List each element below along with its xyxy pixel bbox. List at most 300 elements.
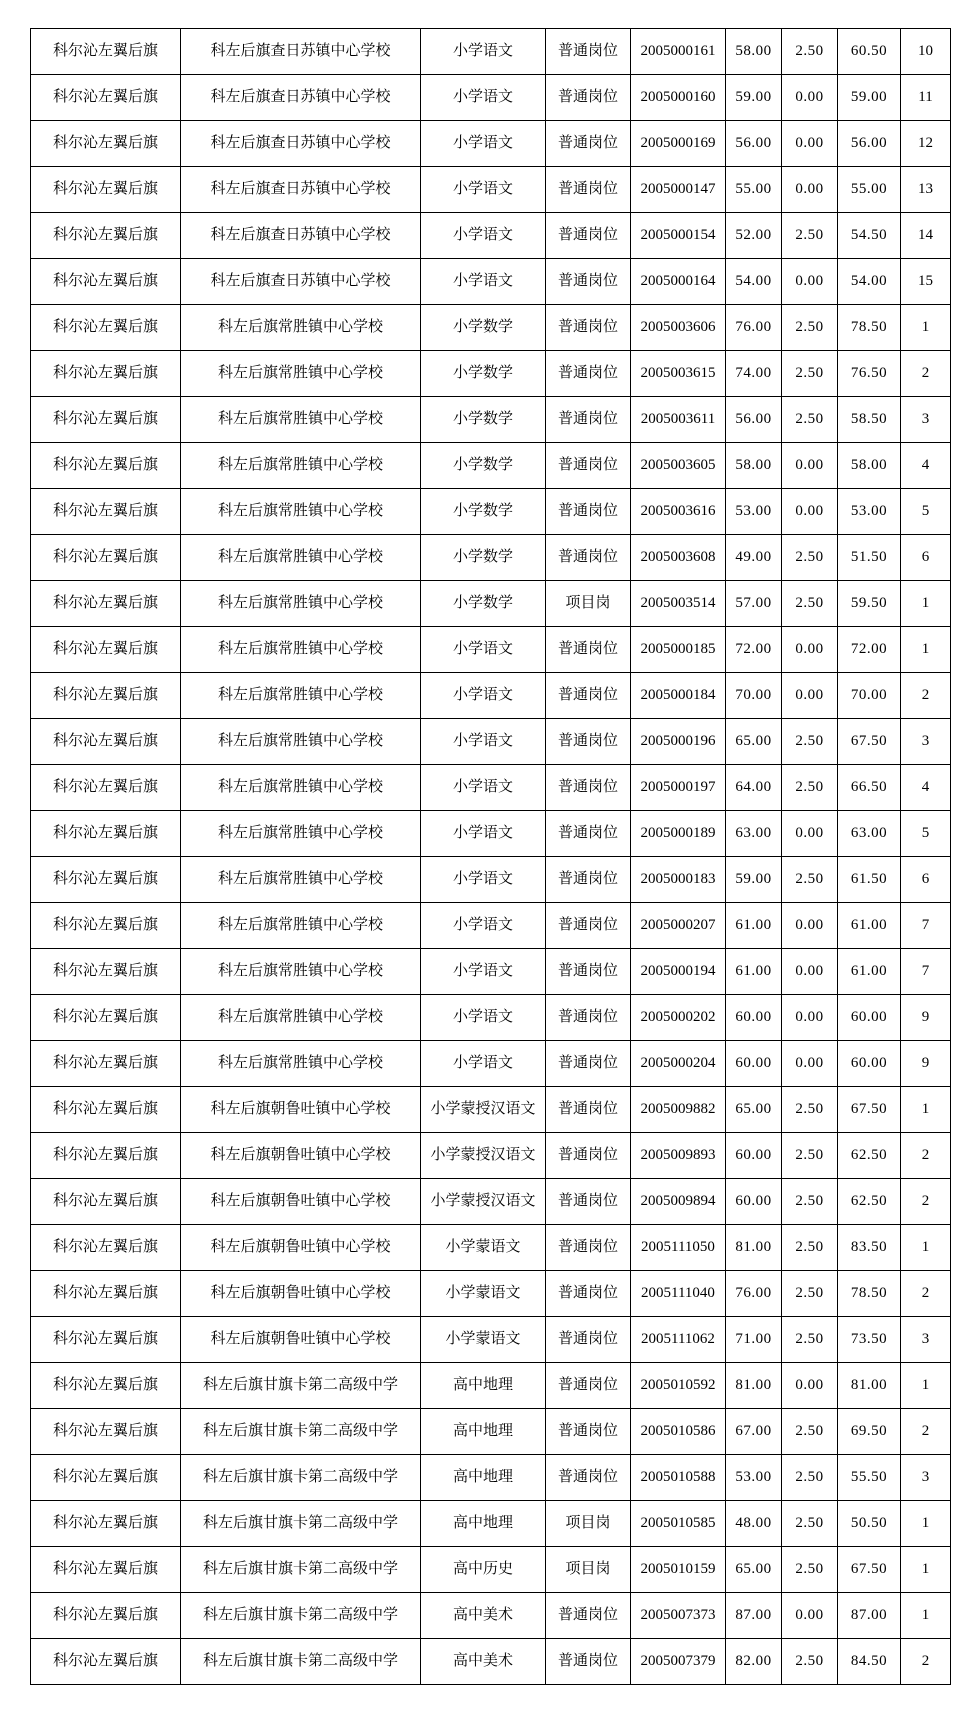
cell-written-score: 65.00 (726, 1547, 782, 1593)
cell-school: 科左后旗查日苏镇中心学校 (181, 167, 421, 213)
cell-subject: 小学蒙语文 (421, 1225, 546, 1271)
cell-bonus: 0.00 (782, 1041, 838, 1087)
cell-code: 2005003615 (631, 351, 726, 397)
table-row (31, 765, 951, 811)
cell-written-score: 53.00 (726, 489, 782, 535)
cell-subject: 高中地理 (421, 1409, 546, 1455)
cell-rank: 1 (901, 1363, 951, 1409)
cell-bonus: 0.00 (782, 995, 838, 1041)
cell-total-score: 62.50 (838, 1133, 901, 1179)
cell-total-score: 58.00 (838, 443, 901, 489)
cell-bonus: 2.50 (782, 1133, 838, 1179)
cell-bonus: 2.50 (782, 1087, 838, 1133)
cell-code: 2005010588 (631, 1455, 726, 1501)
cell-subject: 小学语文 (421, 29, 546, 75)
table-row (31, 1179, 951, 1225)
cell-rank: 2 (901, 1639, 951, 1685)
cell-written-score: 55.00 (726, 167, 782, 213)
table-row (31, 397, 951, 443)
cell-written-score: 71.00 (726, 1317, 782, 1363)
cell-bonus: 2.50 (782, 1639, 838, 1685)
cell-bonus: 0.00 (782, 443, 838, 489)
table-row (31, 443, 951, 489)
cell-post-type: 普通岗位 (546, 627, 631, 673)
table-row (31, 1501, 951, 1547)
cell-total-score: 78.50 (838, 1271, 901, 1317)
cell-written-score: 49.00 (726, 535, 782, 581)
cell-rank: 3 (901, 1317, 951, 1363)
cell-written-score: 70.00 (726, 673, 782, 719)
cell-written-score: 65.00 (726, 1087, 782, 1133)
cell-code: 2005000164 (631, 259, 726, 305)
cell-bonus: 0.00 (782, 259, 838, 305)
cell-written-score: 60.00 (726, 995, 782, 1041)
cell-total-score: 67.50 (838, 1547, 901, 1593)
cell-school: 科左后旗朝鲁吐镇中心学校 (181, 1271, 421, 1317)
cell-total-score: 61.50 (838, 857, 901, 903)
cell-region: 科尔沁左翼后旗 (31, 949, 181, 995)
cell-subject: 小学语文 (421, 167, 546, 213)
cell-post-type: 普通岗位 (546, 673, 631, 719)
cell-post-type: 普通岗位 (546, 903, 631, 949)
cell-bonus: 2.50 (782, 213, 838, 259)
cell-written-score: 61.00 (726, 949, 782, 995)
cell-subject: 小学蒙授汉语文 (421, 1133, 546, 1179)
cell-post-type: 普通岗位 (546, 535, 631, 581)
cell-code: 2005111040 (631, 1271, 726, 1317)
cell-rank: 5 (901, 811, 951, 857)
cell-post-type: 普通岗位 (546, 489, 631, 535)
cell-subject: 小学语文 (421, 903, 546, 949)
cell-subject: 小学语文 (421, 857, 546, 903)
cell-rank: 2 (901, 1409, 951, 1455)
cell-total-score: 53.00 (838, 489, 901, 535)
cell-post-type: 普通岗位 (546, 1271, 631, 1317)
cell-written-score: 81.00 (726, 1225, 782, 1271)
cell-total-score: 83.50 (838, 1225, 901, 1271)
cell-post-type: 普通岗位 (546, 857, 631, 903)
cell-subject: 小学蒙语文 (421, 1271, 546, 1317)
cell-region: 科尔沁左翼后旗 (31, 1409, 181, 1455)
table-row (31, 29, 951, 75)
cell-subject: 小学数学 (421, 397, 546, 443)
cell-written-score: 52.00 (726, 213, 782, 259)
cell-subject: 高中地理 (421, 1455, 546, 1501)
cell-region: 科尔沁左翼后旗 (31, 673, 181, 719)
cell-region: 科尔沁左翼后旗 (31, 1639, 181, 1685)
cell-post-type: 普通岗位 (546, 351, 631, 397)
cell-rank: 13 (901, 167, 951, 213)
cell-region: 科尔沁左翼后旗 (31, 1317, 181, 1363)
cell-school: 科左后旗查日苏镇中心学校 (181, 259, 421, 305)
cell-post-type: 普通岗位 (546, 75, 631, 121)
cell-code: 2005010586 (631, 1409, 726, 1455)
table-row (31, 1133, 951, 1179)
cell-rank: 10 (901, 29, 951, 75)
cell-code: 2005009893 (631, 1133, 726, 1179)
cell-post-type: 普通岗位 (546, 811, 631, 857)
cell-total-score: 76.50 (838, 351, 901, 397)
cell-bonus: 0.00 (782, 903, 838, 949)
cell-post-type: 项目岗 (546, 1547, 631, 1593)
cell-region: 科尔沁左翼后旗 (31, 1133, 181, 1179)
cell-school: 科左后旗常胜镇中心学校 (181, 351, 421, 397)
table-row (31, 75, 951, 121)
cell-written-score: 57.00 (726, 581, 782, 627)
cell-post-type: 普通岗位 (546, 1455, 631, 1501)
table-row (31, 1593, 951, 1639)
cell-post-type: 普通岗位 (546, 443, 631, 489)
cell-subject: 高中美术 (421, 1639, 546, 1685)
cell-region: 科尔沁左翼后旗 (31, 259, 181, 305)
cell-subject: 小学语文 (421, 673, 546, 719)
cell-code: 2005007373 (631, 1593, 726, 1639)
cell-bonus: 0.00 (782, 1363, 838, 1409)
cell-region: 科尔沁左翼后旗 (31, 627, 181, 673)
cell-written-score: 60.00 (726, 1041, 782, 1087)
cell-region: 科尔沁左翼后旗 (31, 305, 181, 351)
cell-rank: 11 (901, 75, 951, 121)
cell-code: 2005007379 (631, 1639, 726, 1685)
cell-bonus: 2.50 (782, 535, 838, 581)
cell-rank: 4 (901, 443, 951, 489)
cell-written-score: 72.00 (726, 627, 782, 673)
cell-post-type: 普通岗位 (546, 1363, 631, 1409)
cell-region: 科尔沁左翼后旗 (31, 1087, 181, 1133)
cell-total-score: 56.00 (838, 121, 901, 167)
cell-written-score: 82.00 (726, 1639, 782, 1685)
cell-school: 科左后旗常胜镇中心学校 (181, 627, 421, 673)
cell-code: 2005003606 (631, 305, 726, 351)
cell-rank: 3 (901, 397, 951, 443)
cell-written-score: 65.00 (726, 719, 782, 765)
cell-code: 2005003514 (631, 581, 726, 627)
cell-rank: 2 (901, 1133, 951, 1179)
cell-school: 科左后旗甘旗卡第二高级中学 (181, 1455, 421, 1501)
cell-bonus: 0.00 (782, 167, 838, 213)
cell-total-score: 60.50 (838, 29, 901, 75)
table-row (31, 949, 951, 995)
cell-bonus: 0.00 (782, 949, 838, 995)
cell-subject: 小学语文 (421, 75, 546, 121)
cell-post-type: 普通岗位 (546, 1179, 631, 1225)
cell-total-score: 61.00 (838, 949, 901, 995)
table-row (31, 489, 951, 535)
cell-written-score: 54.00 (726, 259, 782, 305)
table-row (31, 627, 951, 673)
cell-written-score: 76.00 (726, 305, 782, 351)
cell-post-type: 普通岗位 (546, 167, 631, 213)
cell-total-score: 59.00 (838, 75, 901, 121)
cell-total-score: 81.00 (838, 1363, 901, 1409)
cell-code: 2005010159 (631, 1547, 726, 1593)
cell-rank: 1 (901, 1225, 951, 1271)
cell-school: 科左后旗常胜镇中心学校 (181, 443, 421, 489)
cell-subject: 小学语文 (421, 627, 546, 673)
cell-rank: 9 (901, 1041, 951, 1087)
cell-code: 2005003608 (631, 535, 726, 581)
cell-region: 科尔沁左翼后旗 (31, 397, 181, 443)
cell-region: 科尔沁左翼后旗 (31, 213, 181, 259)
cell-written-score: 63.00 (726, 811, 782, 857)
cell-post-type: 普通岗位 (546, 1593, 631, 1639)
table-row (31, 995, 951, 1041)
cell-code: 2005000169 (631, 121, 726, 167)
cell-written-score: 56.00 (726, 121, 782, 167)
cell-total-score: 51.50 (838, 535, 901, 581)
cell-region: 科尔沁左翼后旗 (31, 1501, 181, 1547)
cell-subject: 小学语文 (421, 719, 546, 765)
cell-code: 2005000204 (631, 1041, 726, 1087)
cell-written-score: 56.00 (726, 397, 782, 443)
cell-subject: 小学数学 (421, 489, 546, 535)
cell-school: 科左后旗常胜镇中心学校 (181, 949, 421, 995)
cell-region: 科尔沁左翼后旗 (31, 489, 181, 535)
cell-total-score: 55.00 (838, 167, 901, 213)
cell-school: 科左后旗甘旗卡第二高级中学 (181, 1363, 421, 1409)
cell-code: 2005000196 (631, 719, 726, 765)
cell-school: 科左后旗查日苏镇中心学校 (181, 213, 421, 259)
cell-total-score: 55.50 (838, 1455, 901, 1501)
cell-total-score: 61.00 (838, 903, 901, 949)
cell-bonus: 0.00 (782, 121, 838, 167)
cell-code: 2005000147 (631, 167, 726, 213)
cell-total-score: 60.00 (838, 995, 901, 1041)
cell-school: 科左后旗常胜镇中心学校 (181, 673, 421, 719)
cell-rank: 2 (901, 1271, 951, 1317)
cell-rank: 5 (901, 489, 951, 535)
cell-rank: 1 (901, 1547, 951, 1593)
cell-code: 2005010592 (631, 1363, 726, 1409)
cell-school: 科左后旗常胜镇中心学校 (181, 397, 421, 443)
table-row (31, 1041, 951, 1087)
table-body (31, 29, 951, 1685)
cell-school: 科左后旗甘旗卡第二高级中学 (181, 1547, 421, 1593)
cell-bonus: 2.50 (782, 1455, 838, 1501)
table-row (31, 1087, 951, 1133)
cell-school: 科左后旗查日苏镇中心学校 (181, 29, 421, 75)
cell-post-type: 项目岗 (546, 581, 631, 627)
cell-post-type: 普通岗位 (546, 121, 631, 167)
cell-bonus: 0.00 (782, 627, 838, 673)
cell-region: 科尔沁左翼后旗 (31, 1225, 181, 1271)
cell-school: 科左后旗常胜镇中心学校 (181, 903, 421, 949)
cell-school: 科左后旗常胜镇中心学校 (181, 305, 421, 351)
cell-region: 科尔沁左翼后旗 (31, 903, 181, 949)
cell-written-score: 67.00 (726, 1409, 782, 1455)
table-row (31, 305, 951, 351)
cell-subject: 小学数学 (421, 581, 546, 627)
cell-subject: 小学语文 (421, 121, 546, 167)
cell-region: 科尔沁左翼后旗 (31, 1271, 181, 1317)
cell-rank: 7 (901, 949, 951, 995)
cell-total-score: 62.50 (838, 1179, 901, 1225)
cell-post-type: 普通岗位 (546, 1041, 631, 1087)
table-row (31, 167, 951, 213)
cell-school: 科左后旗甘旗卡第二高级中学 (181, 1593, 421, 1639)
cell-school: 科左后旗常胜镇中心学校 (181, 581, 421, 627)
cell-school: 科左后旗查日苏镇中心学校 (181, 121, 421, 167)
table-row (31, 903, 951, 949)
table-row (31, 673, 951, 719)
cell-post-type: 普通岗位 (546, 397, 631, 443)
cell-total-score: 67.50 (838, 1087, 901, 1133)
cell-written-score: 53.00 (726, 1455, 782, 1501)
cell-bonus: 2.50 (782, 1501, 838, 1547)
cell-bonus: 2.50 (782, 305, 838, 351)
table-row (31, 535, 951, 581)
cell-school: 科左后旗常胜镇中心学校 (181, 719, 421, 765)
cell-region: 科尔沁左翼后旗 (31, 1547, 181, 1593)
cell-rank: 12 (901, 121, 951, 167)
cell-code: 2005000189 (631, 811, 726, 857)
cell-rank: 1 (901, 1501, 951, 1547)
cell-post-type: 普通岗位 (546, 1409, 631, 1455)
cell-rank: 1 (901, 305, 951, 351)
cell-rank: 2 (901, 673, 951, 719)
cell-post-type: 普通岗位 (546, 765, 631, 811)
cell-code: 2005003605 (631, 443, 726, 489)
cell-code: 2005003611 (631, 397, 726, 443)
cell-total-score: 63.00 (838, 811, 901, 857)
cell-school: 科左后旗朝鲁吐镇中心学校 (181, 1179, 421, 1225)
cell-written-score: 59.00 (726, 857, 782, 903)
cell-code: 2005000202 (631, 995, 726, 1041)
cell-region: 科尔沁左翼后旗 (31, 29, 181, 75)
cell-written-score: 76.00 (726, 1271, 782, 1317)
cell-rank: 6 (901, 857, 951, 903)
cell-bonus: 0.00 (782, 1593, 838, 1639)
cell-rank: 15 (901, 259, 951, 305)
cell-total-score: 59.50 (838, 581, 901, 627)
cell-code: 2005000207 (631, 903, 726, 949)
cell-region: 科尔沁左翼后旗 (31, 75, 181, 121)
cell-school: 科左后旗甘旗卡第二高级中学 (181, 1639, 421, 1685)
cell-written-score: 58.00 (726, 443, 782, 489)
cell-total-score: 54.50 (838, 213, 901, 259)
cell-total-score: 66.50 (838, 765, 901, 811)
cell-rank: 2 (901, 351, 951, 397)
table-row (31, 121, 951, 167)
cell-region: 科尔沁左翼后旗 (31, 535, 181, 581)
cell-region: 科尔沁左翼后旗 (31, 1455, 181, 1501)
cell-school: 科左后旗常胜镇中心学校 (181, 995, 421, 1041)
cell-bonus: 2.50 (782, 857, 838, 903)
cell-subject: 小学语文 (421, 995, 546, 1041)
cell-post-type: 普通岗位 (546, 1133, 631, 1179)
cell-bonus: 2.50 (782, 719, 838, 765)
cell-school: 科左后旗常胜镇中心学校 (181, 765, 421, 811)
cell-region: 科尔沁左翼后旗 (31, 167, 181, 213)
cell-post-type: 普通岗位 (546, 29, 631, 75)
cell-code: 2005000197 (631, 765, 726, 811)
cell-bonus: 2.50 (782, 1409, 838, 1455)
cell-post-type: 普通岗位 (546, 1639, 631, 1685)
cell-region: 科尔沁左翼后旗 (31, 719, 181, 765)
cell-school: 科左后旗朝鲁吐镇中心学校 (181, 1317, 421, 1363)
cell-written-score: 81.00 (726, 1363, 782, 1409)
cell-region: 科尔沁左翼后旗 (31, 995, 181, 1041)
cell-total-score: 50.50 (838, 1501, 901, 1547)
cell-region: 科尔沁左翼后旗 (31, 351, 181, 397)
cell-bonus: 0.00 (782, 75, 838, 121)
cell-code: 2005009894 (631, 1179, 726, 1225)
cell-post-type: 普通岗位 (546, 949, 631, 995)
cell-code: 2005000160 (631, 75, 726, 121)
cell-school: 科左后旗甘旗卡第二高级中学 (181, 1409, 421, 1455)
cell-post-type: 普通岗位 (546, 719, 631, 765)
cell-school: 科左后旗常胜镇中心学校 (181, 489, 421, 535)
cell-rank: 1 (901, 627, 951, 673)
cell-region: 科尔沁左翼后旗 (31, 581, 181, 627)
cell-school: 科左后旗朝鲁吐镇中心学校 (181, 1225, 421, 1271)
cell-subject: 高中地理 (421, 1363, 546, 1409)
cell-code: 2005000161 (631, 29, 726, 75)
cell-post-type: 普通岗位 (546, 1087, 631, 1133)
cell-bonus: 2.50 (782, 1547, 838, 1593)
cell-code: 2005000185 (631, 627, 726, 673)
cell-code: 2005000154 (631, 213, 726, 259)
cell-code: 2005003616 (631, 489, 726, 535)
cell-total-score: 87.00 (838, 1593, 901, 1639)
cell-written-score: 59.00 (726, 75, 782, 121)
cell-subject: 高中美术 (421, 1593, 546, 1639)
cell-written-score: 60.00 (726, 1179, 782, 1225)
table-row (31, 351, 951, 397)
cell-rank: 1 (901, 1087, 951, 1133)
table-row (31, 1271, 951, 1317)
cell-subject: 小学蒙授汉语文 (421, 1179, 546, 1225)
cell-school: 科左后旗常胜镇中心学校 (181, 811, 421, 857)
cell-bonus: 2.50 (782, 351, 838, 397)
cell-region: 科尔沁左翼后旗 (31, 443, 181, 489)
cell-region: 科尔沁左翼后旗 (31, 1179, 181, 1225)
cell-total-score: 70.00 (838, 673, 901, 719)
table-row (31, 719, 951, 765)
table-row (31, 1409, 951, 1455)
cell-subject: 高中历史 (421, 1547, 546, 1593)
cell-code: 2005009882 (631, 1087, 726, 1133)
cell-total-score: 78.50 (838, 305, 901, 351)
cell-region: 科尔沁左翼后旗 (31, 1593, 181, 1639)
cell-bonus: 2.50 (782, 1225, 838, 1271)
cell-total-score: 60.00 (838, 1041, 901, 1087)
cell-code: 2005000183 (631, 857, 726, 903)
cell-code: 2005111062 (631, 1317, 726, 1363)
cell-bonus: 0.00 (782, 489, 838, 535)
cell-written-score: 61.00 (726, 903, 782, 949)
cell-written-score: 74.00 (726, 351, 782, 397)
cell-bonus: 2.50 (782, 765, 838, 811)
cell-rank: 7 (901, 903, 951, 949)
cell-rank: 3 (901, 1455, 951, 1501)
cell-region: 科尔沁左翼后旗 (31, 1363, 181, 1409)
table-row (31, 857, 951, 903)
cell-rank: 4 (901, 765, 951, 811)
cell-region: 科尔沁左翼后旗 (31, 811, 181, 857)
cell-rank: 2 (901, 1179, 951, 1225)
cell-subject: 小学语文 (421, 213, 546, 259)
cell-code: 2005000194 (631, 949, 726, 995)
cell-code: 2005111050 (631, 1225, 726, 1271)
cell-rank: 3 (901, 719, 951, 765)
table-row (31, 1639, 951, 1685)
table-row (31, 213, 951, 259)
cell-bonus: 2.50 (782, 29, 838, 75)
table-row (31, 811, 951, 857)
cell-region: 科尔沁左翼后旗 (31, 121, 181, 167)
cell-subject: 小学语文 (421, 1041, 546, 1087)
